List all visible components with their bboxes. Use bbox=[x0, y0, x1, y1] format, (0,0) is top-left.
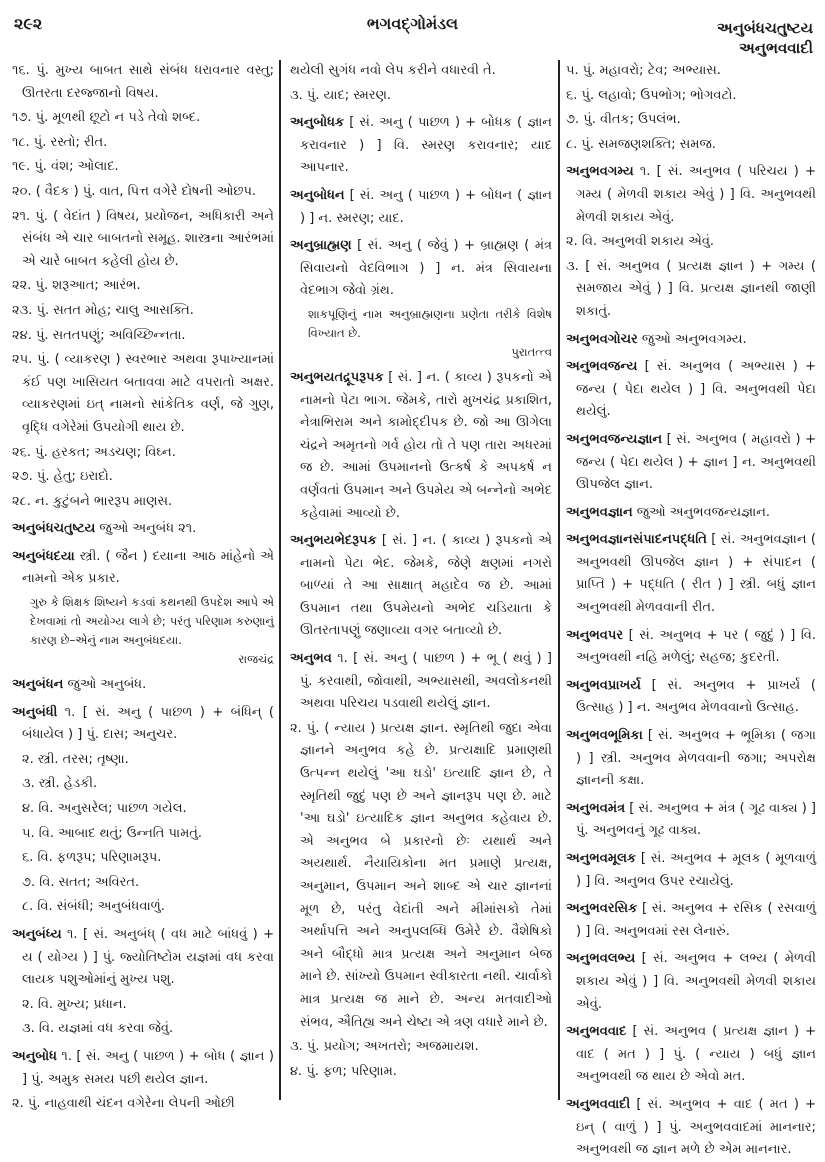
dictionary-entry bbox=[566, 675, 816, 720]
guide-word-first: અનુબંધચતુષ્ટય bbox=[716, 19, 813, 37]
column-2 bbox=[290, 60, 552, 1105]
definition: ૧. [ સં. અનુબંધ્ ( વધ માટે બાંધવું ) + ય ( યોગ્ય ) ] પું. જ્યોતિષ્ટોમ યજ્ઞમાં વધ કરવા લાયક પશુઓમાંનું મુખ્ય પશુ. bbox=[22, 927, 274, 988]
dictionary-entry bbox=[566, 502, 816, 525]
definition: [ સં. અનુ ( પાછળ ) + બોધક ( જ્ઞાન કરાવનાર ) ] વિ. સ્મરણ કરાવનાર; યાદ આપનાર. bbox=[300, 115, 552, 176]
headword: અનુબોધ bbox=[12, 1048, 57, 1064]
headword: અનુભવજ્ઞાનસંપાદનપદ્ધતિ bbox=[566, 532, 707, 548]
headword: અનુભવપર bbox=[566, 627, 624, 643]
headword: અનુભયતદ્રૂપરૂપક bbox=[290, 369, 384, 385]
headword: અનુભવલભ્ય bbox=[566, 951, 636, 967]
sense-line: ૨. પું. ( ન્યાય ) પ્રત્યક્ષ જ્ઞાન. સ્મૃતિથી જુદા એવા જ્ઞાનને અનુભવ કહે છે. પ્રત્યક્ષાદિ પ્રમાણથી ઉત્પન્ન થયેલું 'આ ઘડો' ઇત્યાદિ જ્ઞાન છે, તે સ્મૃતિથી જુદું પણ છે અને જ્ઞાનરૂપ પણ છે. માટે 'આ ઘડો' ઇત્યાદિક જ્ઞાન અનુભવ કહેવાય છે. એ અનુભવ બે પ્રકારનો છેઃ યથાર્થ અને અયથાર્થ. નૈયાયિકોના મત પ્રમાણે પ્રત્યક્ષ, અનુમાન, ઉપમાન અને શાબ્દ એ ચાર જ્ઞાનનાં મૂળ છે, પરંતુ વેદાંતી અને મીમાંસકો તેમાં અર્થાપત્તિ અને અનુપલબ્ધિ ઉમેરે છે. વૈશેષિકો અને બૌદ્ધો માત્ર પ્રત્યક્ષ અને અનુમાન બેજ માને છે. સાંખ્યો ઉપમાન સ્વીકારતા નથી. ચાર્વાકો માત્ર પ્રત્યક્ષ જ માને છે. અન્ય મતવાદીઓ સંભવ, ઐતિહ્ય અને ચેષ્ટા એ ત્રણ વધારે માને છે. bbox=[290, 720, 552, 1030]
headword: અનુભવગોચર bbox=[566, 331, 638, 347]
sense-line: ૨૧. પું. ( વેદાંત ) વિષય, પ્રયોજન, અધિકારી અને સંબંધ એ ચાર બાબતનો સમૂહ. શાસ્ત્રના આરંભમાં એ ચારે બાબત કહેલી હોય છે. bbox=[12, 208, 274, 269]
headword: અનુભયભેદરૂપક bbox=[290, 533, 377, 549]
dictionary-entry bbox=[12, 674, 274, 697]
sense-line: ૮. પું. સમજણશક્તિ; સમજ. bbox=[566, 136, 716, 152]
headword: અનુબોધન bbox=[290, 187, 345, 203]
definition: [ સં. અનુભવ ( પ્રત્યક્ષ જ્ઞાન ) + વાદ ( મત ) ] પું. ( ન્યાય ) બધું જ્ઞાન અનુભવથી જ થાય છે એવો મત. bbox=[576, 1024, 816, 1085]
definition: [ સં. અનુ ( જેવું ) + બ્રાહ્મણ ( મંત્ર સિવાયનો વેદવિભાગ ) ] ન. મંત્ર સિવાયના વેદભાગ જેવો ગ્રંથ. bbox=[300, 238, 552, 299]
definition: [ સં. ] ન. ( કાવ્ય ) રૂપકનો એ નામનો પેટા ભાગ. જેમકે, તારો મુખચંદ્ર પ્રકાશિત, નેત્રાભિરામ અને કામોદ્દીપક છે. જો આ ઊગેલા ચંદ્રને અમૃતનો ગર્વ હોય તો તે પણ તારા અધરમાં જ છે. આમાં ઉપમાનનો ઉત્કર્ષ કે અપકર્ષ ન વર્ણવતાં ઉપમાન અને ઉપમેય એ બન્નેનો અભેદ કહેવામાં આવ્યો છે. bbox=[300, 369, 552, 521]
page-number: ૨૯૨ bbox=[14, 14, 43, 33]
sense-line: ૭. વિ. સતત; અવિરત. bbox=[22, 874, 140, 890]
definition: [ સં. અનુભવ ( અભ્યાસ ) + જન્ય ( પેદા થયેલ ) ] વિ. અનુભવથી પેદા થયેલું. bbox=[576, 359, 816, 420]
quote-source: પુરાતત્ત્વ bbox=[511, 344, 552, 359]
definition: જુઓ અનુભવજન્યજ્ઞાન. bbox=[632, 504, 771, 520]
dictionary-entry bbox=[12, 518, 274, 541]
definition: [ સં. અનુભવ + લભ્ય ( મેળવી શકાય એવું ) ] વિ. અનુભવથી મેળવી શકાય એવું. bbox=[576, 951, 816, 1012]
dictionary-entry bbox=[12, 702, 274, 747]
definition: [ સં. અનુભવ + વાદ ( મત ) + ઇન્ ( વાળું ) ] પું. અનુભવવાદમાં માનનાર; અનુભવથી જ જ્ઞાન મળે છે એમ માનનાર. bbox=[576, 1096, 816, 1158]
book-title: ભગવદ્ગોમંડલ bbox=[366, 14, 459, 33]
sense-line: ૪. વિ. અનુસરેલ; પાછળ ગયેલ. bbox=[22, 801, 187, 817]
sense-line: ૨૫. પું. ( વ્યાકરણ ) સ્વરભાર અથવા રૂપાખ્યાનમાં કંઈ પણ ખાસિયત બતાવવા માટે વપરાતો અક્ષર. વ્યાકરણમાં ઇત્ નામનો સાંકેતિક વર્ણ, જે ગુણ, વૃદ્ધિ વગેરેમાં ઉપયોગી થાય છે. bbox=[12, 352, 274, 435]
dictionary-entry bbox=[290, 112, 552, 180]
sense-line: ૩. પું. પ્રયોગ; અખતરો; અજમાયશ. bbox=[290, 1039, 479, 1055]
dictionary-entry bbox=[290, 367, 552, 525]
sense-line: ૨૬. પું. હરકત; અડચણ; વિઘ્ન. bbox=[12, 444, 176, 460]
definition: [ સં. અનુભવ ( મહાવરો ) + જન્ય ( પેદા થયેલ ) + જ્ઞાન ] ન. અનુભવથી ઊપજેલ જ્ઞાન. bbox=[576, 431, 816, 493]
dictionary-entry bbox=[566, 1021, 816, 1089]
sense-line: ૧૮. પું. રસ્તો; રીત. bbox=[12, 134, 108, 150]
definition: [ સં. અનુભવ + મંત્ર ( ગૂઢ વાક્ય ) ] પું. અનુભવનું ગૂઢ વાક્ય. bbox=[576, 800, 816, 839]
headword: અનુભવવાદ bbox=[566, 1024, 627, 1040]
sense-line: ૨૨. પું. શરૂઆત; આરંભ. bbox=[12, 278, 141, 294]
headword: અનુભવભૂમિકા bbox=[566, 728, 643, 744]
headword: અનુભવજન્ય bbox=[566, 359, 638, 375]
definition: [ સં. અનુભવ + પર ( જુદું ) ] વિ. અનુભવથી નહિ મળેલું; સહજ; કુદરતી. bbox=[576, 627, 816, 666]
dictionary-entry bbox=[566, 848, 816, 893]
definition: [ સં. અનુભવ + ભૂમિકા ( જગા ) ] સ્ત્રી. અનુભવ મેળવવાની જગા; અપરોક્ષ જ્ઞાનની કક્ષા. bbox=[576, 728, 816, 789]
sense-line: ૨. પું. નાહવાથી ચંદન વગેરેના લેપની ઓછી bbox=[12, 1096, 235, 1112]
headword: અનુબંધી bbox=[12, 704, 58, 720]
citation-quote bbox=[308, 305, 552, 362]
dictionary-entry bbox=[566, 898, 816, 943]
sense-line: ૬. વિ. ફળરૂપ; પરિણામરૂપ. bbox=[22, 850, 162, 866]
dictionary-entry bbox=[290, 185, 552, 230]
sense-line: ૫. પું. મહાવરો; ટેવ; અભ્યાસ. bbox=[566, 63, 721, 78]
definition: [ સં. ] ન. ( કાવ્ય ) રૂપકનો એ નામનો પેટા ભેદ. જેમકે, જેણે ક્ષણમાં નગરો બાળ્યાં તે આ સાક્ષાત્ મહાદેવ જ છે. આમાં ઉપમાન તથા ઉપમેયનો અભેદ ચડિયાતા કે ઊતરતાપણું જણાવ્યા વગર બતાવ્યો છે. bbox=[300, 533, 552, 639]
dictionary-entry bbox=[566, 356, 816, 424]
definition: [ સં. અનુભવ + રસિક ( રસવાળું ) ] વિ. અનુભવમાં રસ લેનારું. bbox=[576, 901, 816, 939]
guide-word-last: અનુભવવાદી bbox=[738, 39, 813, 57]
guide-words bbox=[717, 18, 813, 58]
dictionary-entry bbox=[566, 798, 816, 843]
headword: અનુબંધદયા bbox=[12, 548, 75, 564]
headword: અનુભવવાદી bbox=[566, 1096, 631, 1112]
dictionary-entry bbox=[12, 1046, 274, 1091]
dictionary-entry bbox=[12, 924, 274, 992]
sense-line: ૨૭. પું. હેતુ; ઇરાદો. bbox=[12, 469, 113, 485]
dictionary-entry bbox=[566, 625, 816, 670]
headword: અનુભવજન્યજ્ઞાન bbox=[566, 431, 663, 447]
sense-line: ૨૮. ન. કુટુંબને ભારરૂપ માણસ. bbox=[12, 493, 173, 509]
dictionary-entry bbox=[290, 530, 552, 643]
sense-line: ૩. પું. યાદ; સ્મરણ. bbox=[290, 87, 392, 103]
sense-line: ૩. સ્ત્રી. હેડકી. bbox=[22, 776, 98, 792]
page-header bbox=[0, 0, 825, 58]
headword: અનુભવપ્રાખર્ય bbox=[566, 677, 641, 693]
headword: અનુભવગમ્ય bbox=[566, 164, 634, 180]
sense-line: ૪. પું. ફળ; પરિણામ. bbox=[290, 1063, 397, 1079]
headword: અનુબંધચતુષ્ટય bbox=[12, 521, 96, 537]
sense-line: ૭. પું. વીતક; ઉપલંભ. bbox=[566, 112, 681, 128]
headword: અનુબંધ્ય bbox=[12, 927, 62, 942]
sense-line: ૨. વિ. અનુભવી શકાય એવું. bbox=[566, 234, 715, 250]
definition: જુઓ અનુબંધ. bbox=[63, 677, 147, 693]
definition: સ્ત્રી. ( જૈન ) દયાના આઠ માંહેનો એ નામનો એક પ્રકાર. bbox=[22, 548, 274, 587]
column-divider bbox=[558, 60, 560, 1100]
quote-source: રાજચંદ્ર bbox=[238, 652, 274, 667]
definition: ૧. [ સં. અનુ ( પાછળ ) + ભૂ ( થવું ) ] પું. કરવાથી, જોવાથી, અભ્યાસથી, અવલોકનથી અથવા પરિચય પડવાથી થયેલું જ્ઞાન. bbox=[300, 651, 552, 712]
dictionary-entry bbox=[566, 1094, 816, 1162]
citation-quote bbox=[30, 593, 274, 669]
dictionary-entry bbox=[290, 648, 552, 716]
sense-line: ૨. સ્ત્રી. તરસ; તૃષ્ણા. bbox=[22, 751, 129, 767]
sense-line: ૨૦. ( વૈદક ) પું. વાત, પિત્ત વગેરે દોષની ઓછપ. bbox=[12, 183, 257, 199]
sense-line: ૨. વિ. મુખ્ય; પ્રધાન. bbox=[22, 996, 127, 1012]
headword: અનુભવરસિક bbox=[566, 901, 638, 917]
definition: જુઓ અનુભવગમ્ય. bbox=[637, 331, 747, 347]
quote-text: ગુરુ કે શિક્ષક શિષ્યને કડવાં કથનથી ઉપદેશ આપે એ દેખવામાં તો અયોગ્ય લાગે છે; પરંતુ પરિણામ કરુણાનું કારણ છે–એનું નામ અનુબંધદયા. bbox=[30, 595, 274, 648]
quote-text: શાકપૂણિનું નામ અનુબ્રાહ્મણના પ્રણેતા તરીકે વિશેષ વિખ્યાત છે. bbox=[308, 306, 552, 340]
sense-line: ૧૭. પું. મૂળથી છૂટો ન પડે તેવો શબ્દ. bbox=[12, 110, 201, 126]
definition: ૧. [ સં. અનુ ( પાછળ ) + બંધિન્ ( બંધાયેલ ) ] પું. દાસ; અનુચર. bbox=[22, 704, 274, 743]
dictionary-entry bbox=[566, 329, 816, 352]
sense-line: ૮. વિ. સંબંધી; અનુબંધવાળું. bbox=[22, 899, 165, 915]
dictionary-entry bbox=[12, 546, 274, 591]
dictionary-entry bbox=[566, 161, 816, 229]
headword: અનુબોધક bbox=[290, 115, 345, 131]
dictionary-entry bbox=[566, 429, 816, 497]
headword: અનુબ્રાહ્મણ bbox=[290, 238, 352, 254]
definition: [ સં. અનુભવજ્ઞાન ( અનુભવથી ઊપજેલ જ્ઞાન ) + સંપાદન ( પ્રાપ્તિ ) + પદ્ધતિ ( રીત ) ] સ્ત્રી. બધું જ્ઞાન અનુભવથી મેળવવાની રીત. bbox=[576, 532, 816, 616]
definition: [ સં. અનુભવ + મૂલક ( મૂળવાળું ) ] વિ. અનુભવ ઉપર રચાયેલું. bbox=[576, 851, 816, 889]
headword: અનુભવમંત્ર bbox=[566, 800, 626, 816]
headword: અનુભવજ્ઞાન bbox=[566, 504, 633, 520]
column-1 bbox=[12, 60, 274, 1112]
dictionary-entry bbox=[566, 529, 816, 619]
sense-line: ૧૯. પું. વંશ; ઓલાદ. bbox=[12, 159, 119, 175]
definition: [ સં. અનુભવ + પ્રાખર્ય ( ઉત્સાહ ) ] ન. અનુભવ મેળવવાનો ઉત્સાહ. bbox=[576, 677, 816, 716]
sense-line: ૨૩. પું. સતત મોહ; ચાલુ આસક્તિ. bbox=[12, 302, 194, 318]
sense-line: ૩. વિ. યજ્ઞમાં વધ કરવા જેવું. bbox=[22, 1021, 174, 1037]
headword: અનુબંધન bbox=[12, 677, 64, 693]
sense-line: ૫. વિ. આબાદ થતું; ઉન્નતિ પામતું. bbox=[22, 825, 203, 841]
dictionary-entry bbox=[566, 725, 816, 793]
column-3 bbox=[566, 60, 816, 1158]
definition: ૧. [ સં. અનુ ( પાછળ ) + બોધ ( જ્ઞાન ) ] પું. અમુક સમય પછી થયેલ જ્ઞાન. bbox=[22, 1048, 274, 1087]
definition: જુઓ અનુબંધ ૨૧. bbox=[95, 521, 197, 537]
headword: અનુભવમૂલક bbox=[566, 851, 637, 866]
sense-line: ૨૪. પું. સતતપણું; અવિચ્છિન્નતા. bbox=[12, 327, 186, 343]
sense-line: થયેલી સુગંધ નવો લેપ કરીને વધારવી તે. bbox=[290, 63, 496, 78]
dictionary-entry bbox=[290, 235, 552, 303]
sense-line: ૧૬. પું. મુખ્ય બાબત સાથે સંબંધ ધરાવનાર વસ્તુ; ઊતરતા દરજ્જાનો વિષય. bbox=[12, 63, 274, 101]
headword: અનુભવ bbox=[290, 651, 332, 667]
definition: ૧. [ સં. અનુભવ ( પરિચય ) + ગમ્ય ( મેળવી શકાય એવું ) ] વિ. અનુભવથી મેળવી શકાય એવું. bbox=[576, 164, 816, 225]
column-divider bbox=[279, 60, 281, 1100]
definition: [ સં. અનુ ( પાછળ ) + બોધન ( જ્ઞાન ) ] ન. સ્મરણ; યાદ. bbox=[300, 187, 552, 226]
dictionary-entry bbox=[566, 948, 816, 1016]
sense-line: ૩. [ સં. અનુભવ ( પ્રત્યક્ષ જ્ઞાન ) + ગમ્ય ( સમજાય એવું ) ] વિ. પ્રત્યક્ષ જ્ઞાનથી જાણી શકાતું. bbox=[566, 258, 816, 319]
sense-line: ૬. પું. લહાવો; ઉપભોગ; ભોગવટો. bbox=[566, 87, 737, 103]
